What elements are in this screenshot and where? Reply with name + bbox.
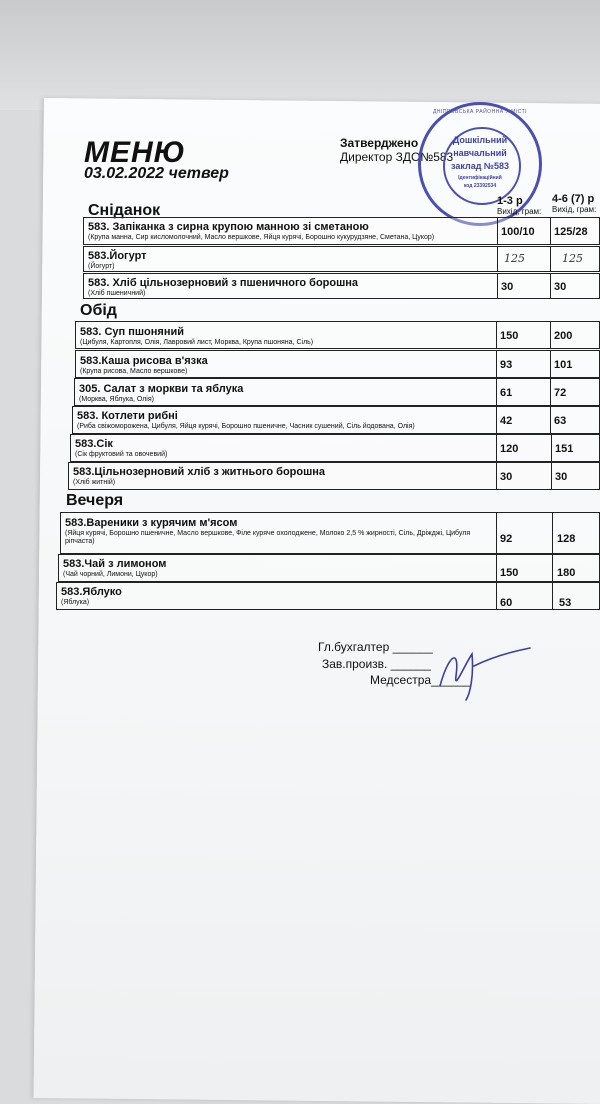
table-row: [75, 321, 600, 349]
table-row: [58, 554, 600, 582]
table-row: [56, 582, 600, 610]
table-row: [83, 273, 600, 299]
portion-4-6: 180: [557, 567, 576, 579]
stamp-line-2: навчальний: [453, 148, 507, 158]
column-header-2: 4-6 (7) р: [552, 193, 595, 205]
dish-ingredients: (Йогурт): [88, 263, 115, 270]
dish-ingredients: (Крупа манна, Сир кисломолочний, Масло вершкове, Яйця курячі, Борошно кукурудзяне, Сметана, Цукор): [88, 234, 435, 241]
table-row: [74, 378, 600, 406]
dish-name: 305. Салат з моркви та яблука: [79, 383, 244, 395]
signature-accountant: Гл.бухгалтер ______: [318, 640, 433, 654]
stamp-line-4: Ідентифікаційний: [458, 175, 502, 181]
handwritten-signature: [430, 636, 540, 706]
portion-4-6: 128: [557, 533, 576, 545]
signature-manager: Зав.произв. ______: [322, 657, 431, 671]
portion-1-3: 60: [500, 597, 513, 609]
portion-1-3: 120: [500, 443, 519, 455]
stamp-ring-text: ДНІПРОВСЬКА РАЙОННА У МІСТІ: [432, 109, 528, 115]
dish-ingredients: (Яйця курячі, Борошно пшеничне, Масло вершкове, Філе куряче охолоджене, Молоко 2,5 % жирності, Сіль, Дріжджі, Цибуля ріпчаста): [65, 530, 471, 545]
portion-1-3: 61: [500, 387, 513, 399]
menu-title: МЕНЮ: [84, 136, 186, 169]
dish-name: 583. Запіканка з сирна крупою манною зі сметаною: [88, 221, 369, 233]
stamp-line-1: Дошкільний: [452, 135, 508, 145]
director-label: Директор ЗДО№583: [340, 150, 454, 164]
signature-nurse: Медсестра______: [370, 673, 472, 687]
table-row: [83, 217, 600, 245]
portion-1-3: 93: [500, 359, 513, 371]
table-row: [70, 434, 600, 462]
dish-name: 583. Хліб цільнозерновий з пшеничного борошна: [88, 277, 359, 289]
stamp-line-3: заклад №583: [451, 161, 509, 171]
dish-ingredients: (Сік фруктовий та овочевий): [75, 451, 168, 458]
dish-name: 583.Цільнозерновий хліб з житнього борошна: [73, 466, 326, 478]
table-row: [68, 462, 600, 490]
table-row: [75, 350, 600, 378]
section-title-breakfast: Сніданок: [88, 202, 161, 219]
portion-4-6: 101: [554, 359, 573, 371]
dish-name: 583.Чай з лимоном: [63, 558, 167, 570]
dish-name: 583. Котлети рибні: [77, 410, 178, 422]
table-row: [60, 512, 600, 554]
column-sub-1: Вихід, грам:: [497, 207, 542, 216]
dish-name: 583.Сік: [75, 438, 113, 450]
stamp-line-5: код 23392534: [463, 183, 497, 189]
dish-name: 583.Йогурт: [88, 250, 147, 262]
column-sub-2: Вихід, грам:: [552, 205, 597, 214]
portion-1-3: 42: [500, 415, 513, 427]
approved-label: Затверджено: [340, 136, 419, 150]
portion-4-6: 125: [562, 252, 583, 265]
portion-4-6: 72: [554, 387, 567, 399]
dish-ingredients: (Чай чорний, Лимони, Цукор): [63, 571, 158, 578]
portion-1-3: 30: [500, 471, 513, 483]
portion-4-6: 200: [554, 330, 573, 342]
dish-ingredients: (Яблука): [61, 599, 90, 606]
portion-4-6: 30: [555, 471, 568, 483]
dish-ingredients: (Цибуля, Картопля, Олія, Лавровий лист, Морква, Крупа пшоняна, Сіль): [80, 339, 314, 346]
dish-ingredients: (Хліб пшеничний): [88, 290, 146, 297]
dish-name: 583.Яблуко: [61, 586, 122, 598]
portion-1-3: 92: [500, 533, 513, 545]
portion-1-3: 100/10: [501, 226, 535, 238]
column-header-1: 1-3 р: [497, 195, 523, 207]
portion-1-3: 150: [500, 330, 519, 342]
table-row: [72, 406, 600, 434]
dish-ingredients: (Морква, Яблука, Олія): [79, 396, 154, 403]
portion-4-6: 53: [559, 597, 572, 609]
background-top: [0, 0, 600, 110]
portion-4-6: 63: [554, 415, 567, 427]
dish-ingredients: (Риба свіжоморожена, Цибуля, Яйця курячі, Борошно пшеничне, Часник сушений, Сіль йодована, Олія): [77, 423, 415, 430]
portion-4-6: 30: [554, 281, 567, 293]
dish-name: 583.Каша рисова в'язка: [80, 355, 208, 367]
dish-name: 583. Суп пшоняний: [80, 326, 184, 338]
dish-name: 583.Вареники з курячим м'ясом: [65, 517, 238, 529]
menu-date: 03.02.2022 четвер: [84, 165, 229, 182]
portion-1-3: 30: [501, 281, 514, 293]
dish-ingredients: (Крупа рисова, Масло вершкове): [80, 368, 188, 375]
portion-1-3: 125: [504, 252, 525, 265]
dish-ingredients: (Хліб житній): [73, 479, 116, 486]
portion-4-6: 151: [555, 443, 574, 455]
section-title-lunch: Обід: [80, 302, 117, 319]
portion-1-3: 150: [500, 567, 519, 579]
portion-4-6: 125/28: [554, 226, 588, 238]
section-title-dinner: Вечеря: [66, 492, 124, 509]
table-row: [83, 246, 600, 272]
